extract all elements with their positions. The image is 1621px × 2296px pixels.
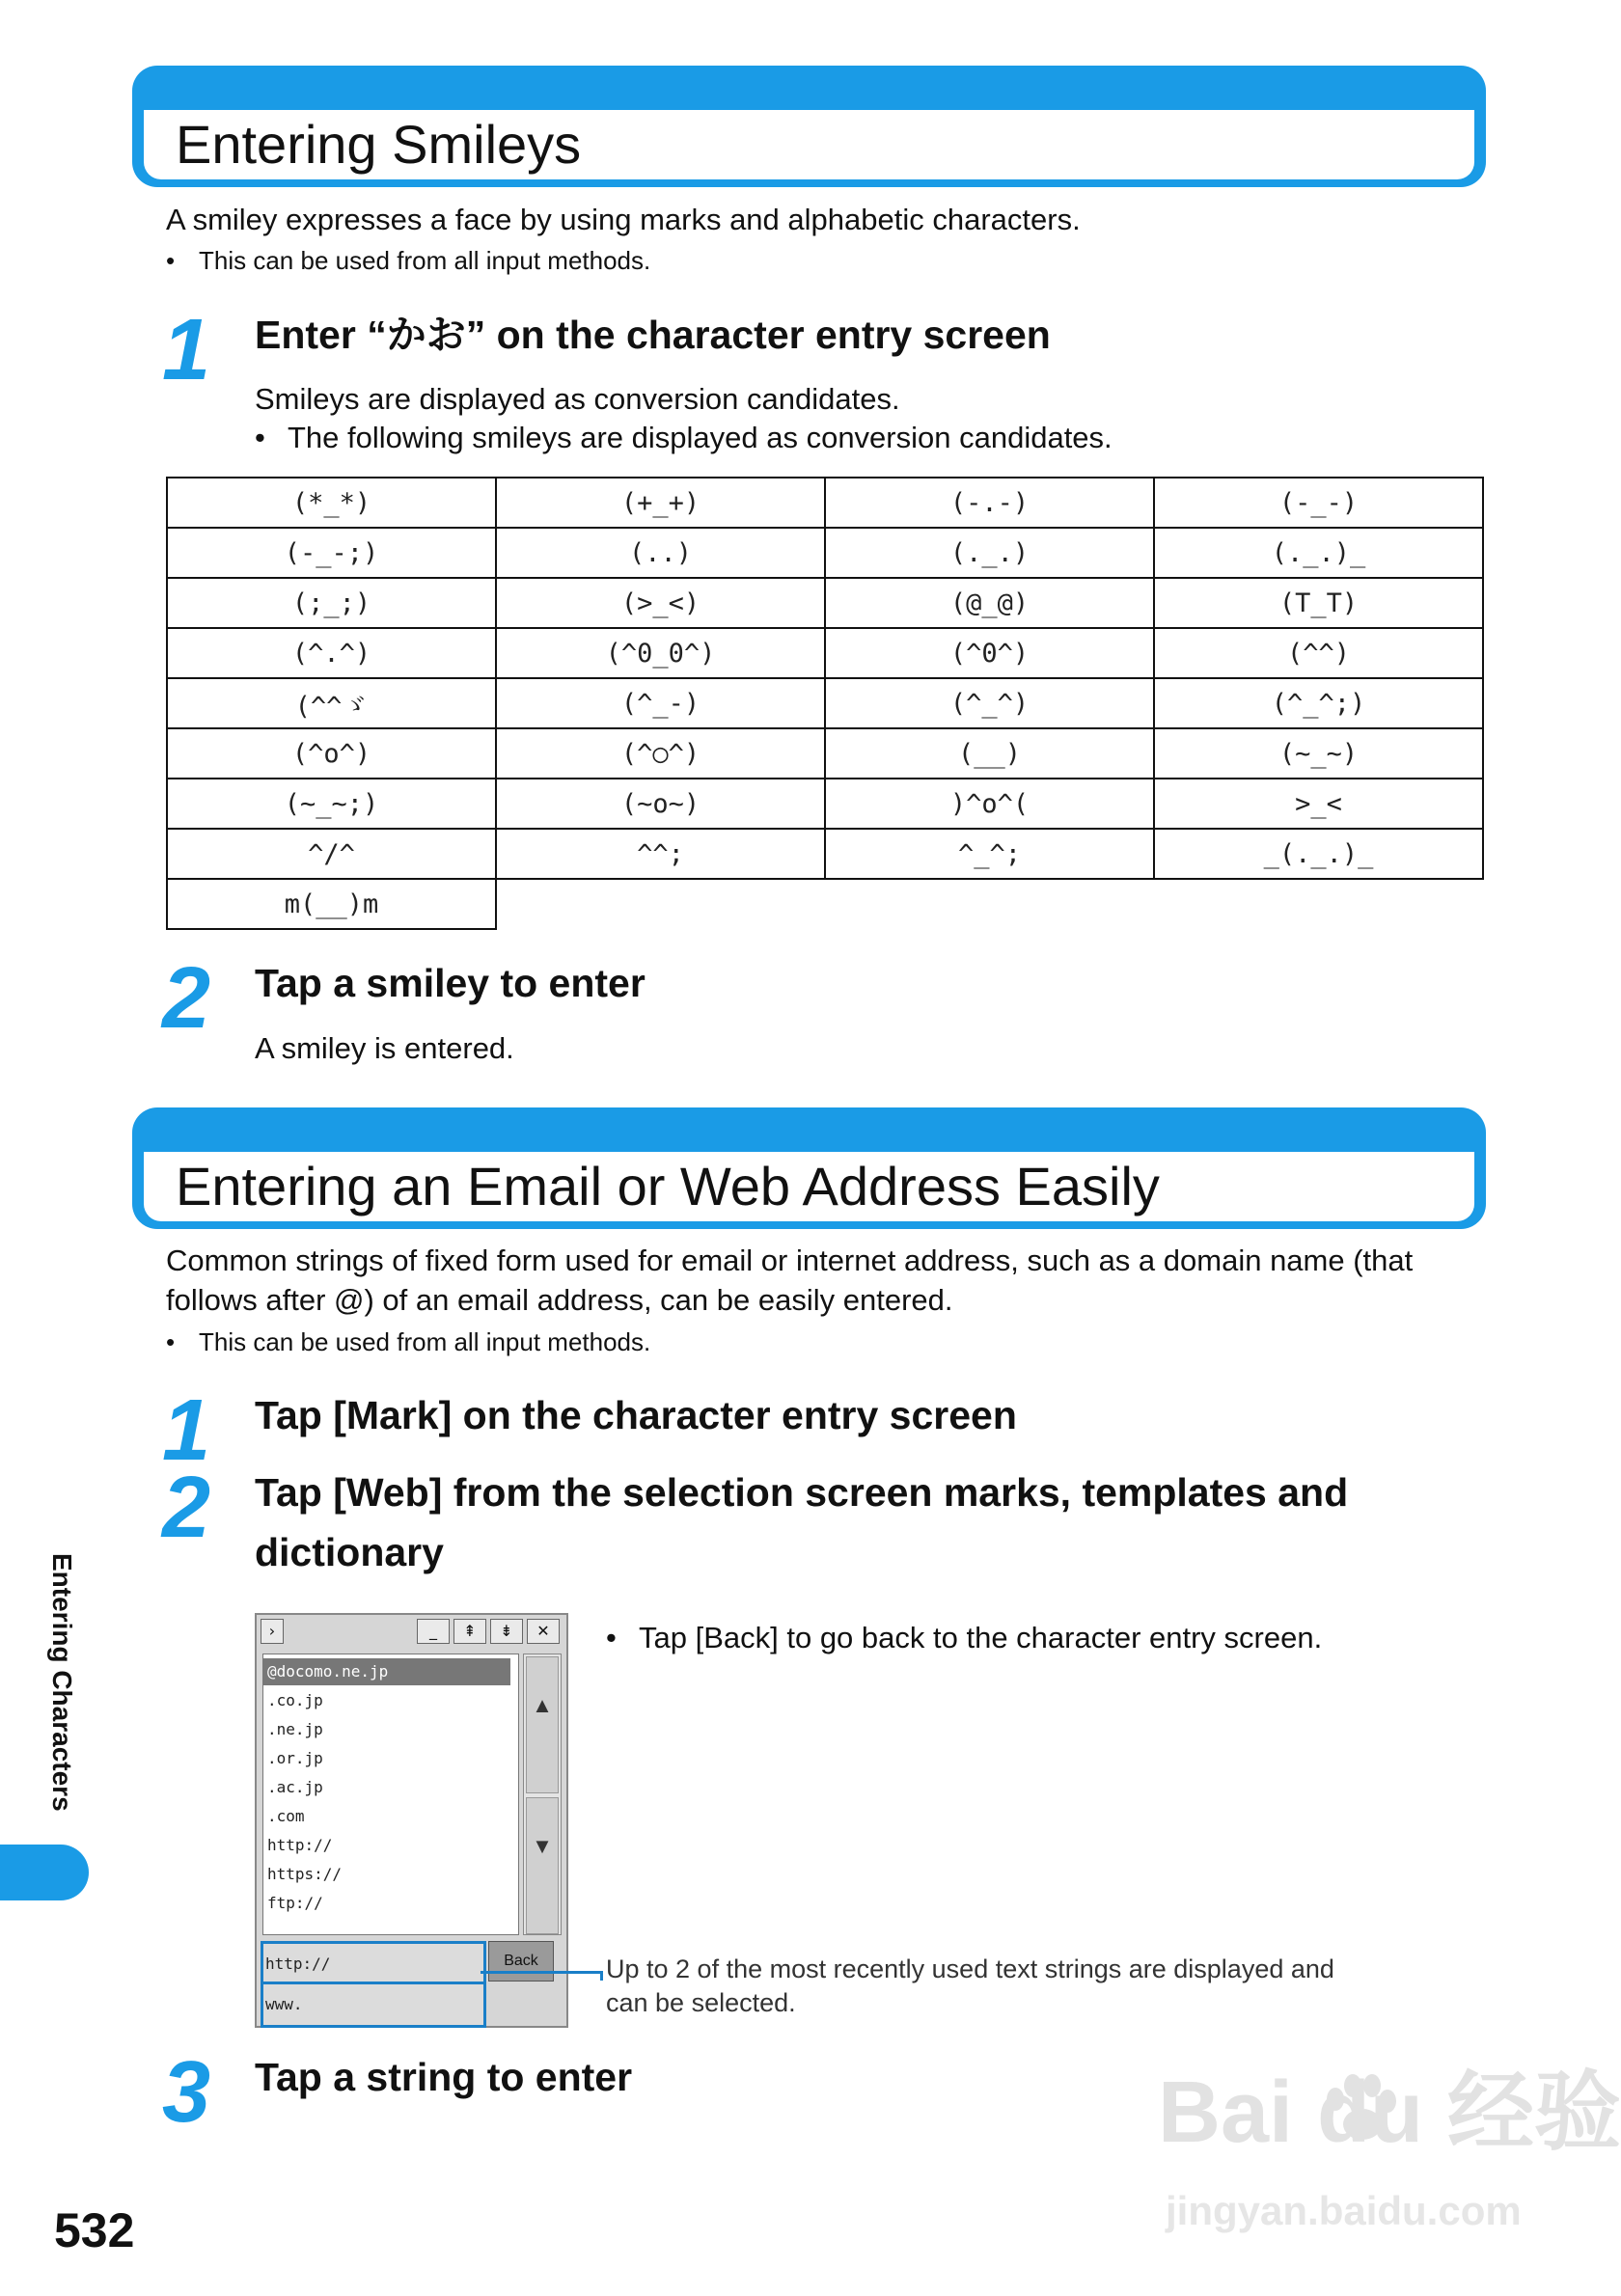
page-number: 532 <box>54 2203 135 2257</box>
bullet-note: • This can be used from all input methods. <box>166 246 651 275</box>
step-title: Tap [Mark] on the character entry screen <box>255 1393 1017 1437</box>
smiley-row <box>167 478 1483 528</box>
back-button[interactable]: Back <box>488 1941 554 1982</box>
web-string-item[interactable]: ftp:// <box>267 1894 323 1912</box>
minimize-button[interactable]: _ <box>417 1619 450 1644</box>
smiley-row <box>167 628 1483 678</box>
callout-line1: Up to 2 of the most recently used text strings are displayed and <box>606 1954 1334 1983</box>
smiley-cell: (__) <box>825 728 1154 779</box>
smiley-cell: (T_T) <box>1154 578 1483 628</box>
smiley-cell: ^^; <box>496 829 825 879</box>
recent-string-item[interactable]: http:// <box>261 1941 486 1987</box>
section-intro-line2: follows after @) of an email address, can be easily entered. <box>166 1283 953 1317</box>
smiley-cell: (-_-) <box>1154 478 1483 528</box>
step-title: Tap a string to enter <box>255 2055 633 2099</box>
step-number: 2 <box>162 950 211 1047</box>
web-string-list <box>262 1654 519 1935</box>
page-up-button[interactable]: ⇞ <box>453 1619 486 1644</box>
smiley-cell: (..) <box>496 528 825 578</box>
scroll-down-icon[interactable]: ▼ <box>526 1797 559 1934</box>
section-title: Entering an Email or Web Address Easily <box>176 1156 1160 1216</box>
smiley-cell: (^0_0^) <box>496 628 825 678</box>
smiley-row <box>167 678 1483 728</box>
smiley-cell: (^_^) <box>825 678 1154 728</box>
smiley-cell: (~o~) <box>496 779 825 829</box>
web-string-item[interactable]: .com <box>267 1807 305 1825</box>
web-selection-screen <box>255 1613 568 2028</box>
callout-text <box>606 1953 1334 2020</box>
page-down-button[interactable]: ⇟ <box>490 1619 523 1644</box>
scroll-up-icon[interactable]: ▲ <box>526 1656 559 1793</box>
smiley-cell: (^^ゞ <box>167 678 496 728</box>
smiley-cell: (._.) <box>825 528 1154 578</box>
smiley-cell: (._.)_ <box>1154 528 1483 578</box>
web-string-item[interactable]: http:// <box>267 1836 333 1854</box>
callout-line <box>481 1971 602 1974</box>
smiley-cell: (^○^) <box>496 728 825 779</box>
section-intro: A smiley expresses a face by using marks and alphabetic characters. <box>166 203 1081 236</box>
section-header-smileys <box>132 66 1486 187</box>
smiley-row <box>167 578 1483 628</box>
step-text: Smileys are displayed as conversion candidates. <box>255 382 900 416</box>
callout-line2: can be selected. <box>606 1988 796 2017</box>
smiley-cell: (>_<) <box>496 578 825 628</box>
step-title: Tap a smiley to enter <box>255 961 646 1005</box>
web-string-item[interactable]: .or.jp <box>267 1749 323 1767</box>
bullet-text: This can be used from all input methods. <box>199 1327 651 1356</box>
smiley-cell: (-_-;) <box>167 528 496 578</box>
step-number: 1 <box>162 302 211 398</box>
smiley-cell: (^.^) <box>167 628 496 678</box>
step-number: 2 <box>162 1460 211 1556</box>
smiley-cell: )^o^( <box>825 779 1154 829</box>
callout-tick <box>600 1971 603 1981</box>
bullet-text: This can be used from all input methods. <box>199 246 651 275</box>
smiley-cell: (~_~;) <box>167 779 496 829</box>
web-string-item[interactable]: .co.jp <box>267 1691 323 1709</box>
smiley-row <box>167 829 1483 879</box>
smiley-cell: (^_^;) <box>1154 678 1483 728</box>
section-header-panel <box>144 110 1474 179</box>
smiley-cell: >_< <box>1154 779 1483 829</box>
sidebar-tab <box>0 1845 89 1900</box>
smiley-cell: (^_-) <box>496 678 825 728</box>
step-title: Enter “かお” on the character entry screen <box>255 313 1051 357</box>
smiley-row <box>167 779 1483 829</box>
tip-bullet-text: Tap [Back] to go back to the character entry screen. <box>639 1621 1323 1654</box>
watermark-url: jingyan.baidu.com <box>1166 2188 1522 2233</box>
smiley-row <box>167 728 1483 779</box>
web-string-item[interactable]: https:// <box>267 1865 343 1883</box>
smiley-cell: _(._.)_ <box>1154 829 1483 879</box>
step-text: A smiley is entered. <box>255 1031 514 1065</box>
scrollbar[interactable] <box>523 1654 562 1935</box>
smiley-cell: m(__)m <box>167 879 496 929</box>
smiley-cell: (~_~) <box>1154 728 1483 779</box>
empty-cell <box>1154 879 1483 929</box>
step-bullet-text: The following smileys are displayed as conversion candidates. <box>288 421 1113 454</box>
smiley-cell: ^/^ <box>167 829 496 879</box>
smiley-table <box>166 477 1484 930</box>
watermark-brand: Bai du 经验 <box>1158 2064 1621 2161</box>
smiley-cell: (@_@) <box>825 578 1154 628</box>
section-intro-line1: Common strings of fixed form used for email or internet address, such as a domain name (that <box>166 1244 1414 1277</box>
menu-arrow-button[interactable]: › <box>261 1619 284 1644</box>
smiley-cell: ^_^; <box>825 829 1154 879</box>
empty-cell <box>825 879 1154 929</box>
step-number: 1 <box>162 1382 211 1479</box>
close-button[interactable]: ✕ <box>527 1619 560 1644</box>
sidebar-chapter-label: Entering Characters <box>47 1553 77 1812</box>
empty-cell <box>496 879 825 929</box>
smiley-row <box>167 528 1483 578</box>
tip-bullet: • Tap [Back] to go back to the character entry screen. <box>606 1621 1323 1654</box>
smiley-cell: (;_;) <box>167 578 496 628</box>
smiley-cell: (-.-) <box>825 478 1154 528</box>
smiley-cell: (*_*) <box>167 478 496 528</box>
recent-string-item[interactable]: www. <box>261 1982 486 2028</box>
smiley-cell: (^0^) <box>825 628 1154 678</box>
web-string-item[interactable]: .ac.jp <box>267 1778 323 1796</box>
web-string-item[interactable]: .ne.jp <box>267 1720 323 1738</box>
web-string-item[interactable]: @docomo.ne.jp <box>263 1658 510 1685</box>
step-number: 3 <box>162 2044 211 2141</box>
step-title-line2: dictionary <box>255 1530 444 1574</box>
bullet-note: • This can be used from all input methods. <box>166 1327 651 1356</box>
smiley-cell: (^o^) <box>167 728 496 779</box>
smiley-cell: (+_+) <box>496 478 825 528</box>
smiley-cell: (^^) <box>1154 628 1483 678</box>
section-header-panel <box>144 1152 1474 1221</box>
section-title: Entering Smileys <box>176 114 582 175</box>
section-header-address <box>132 1107 1486 1229</box>
step-title-line1: Tap [Web] from the selection screen marks, templates and <box>255 1470 1349 1515</box>
step-bullet: • The following smileys are displayed as conversion candidates. <box>255 421 1113 454</box>
smiley-row <box>167 879 1483 929</box>
